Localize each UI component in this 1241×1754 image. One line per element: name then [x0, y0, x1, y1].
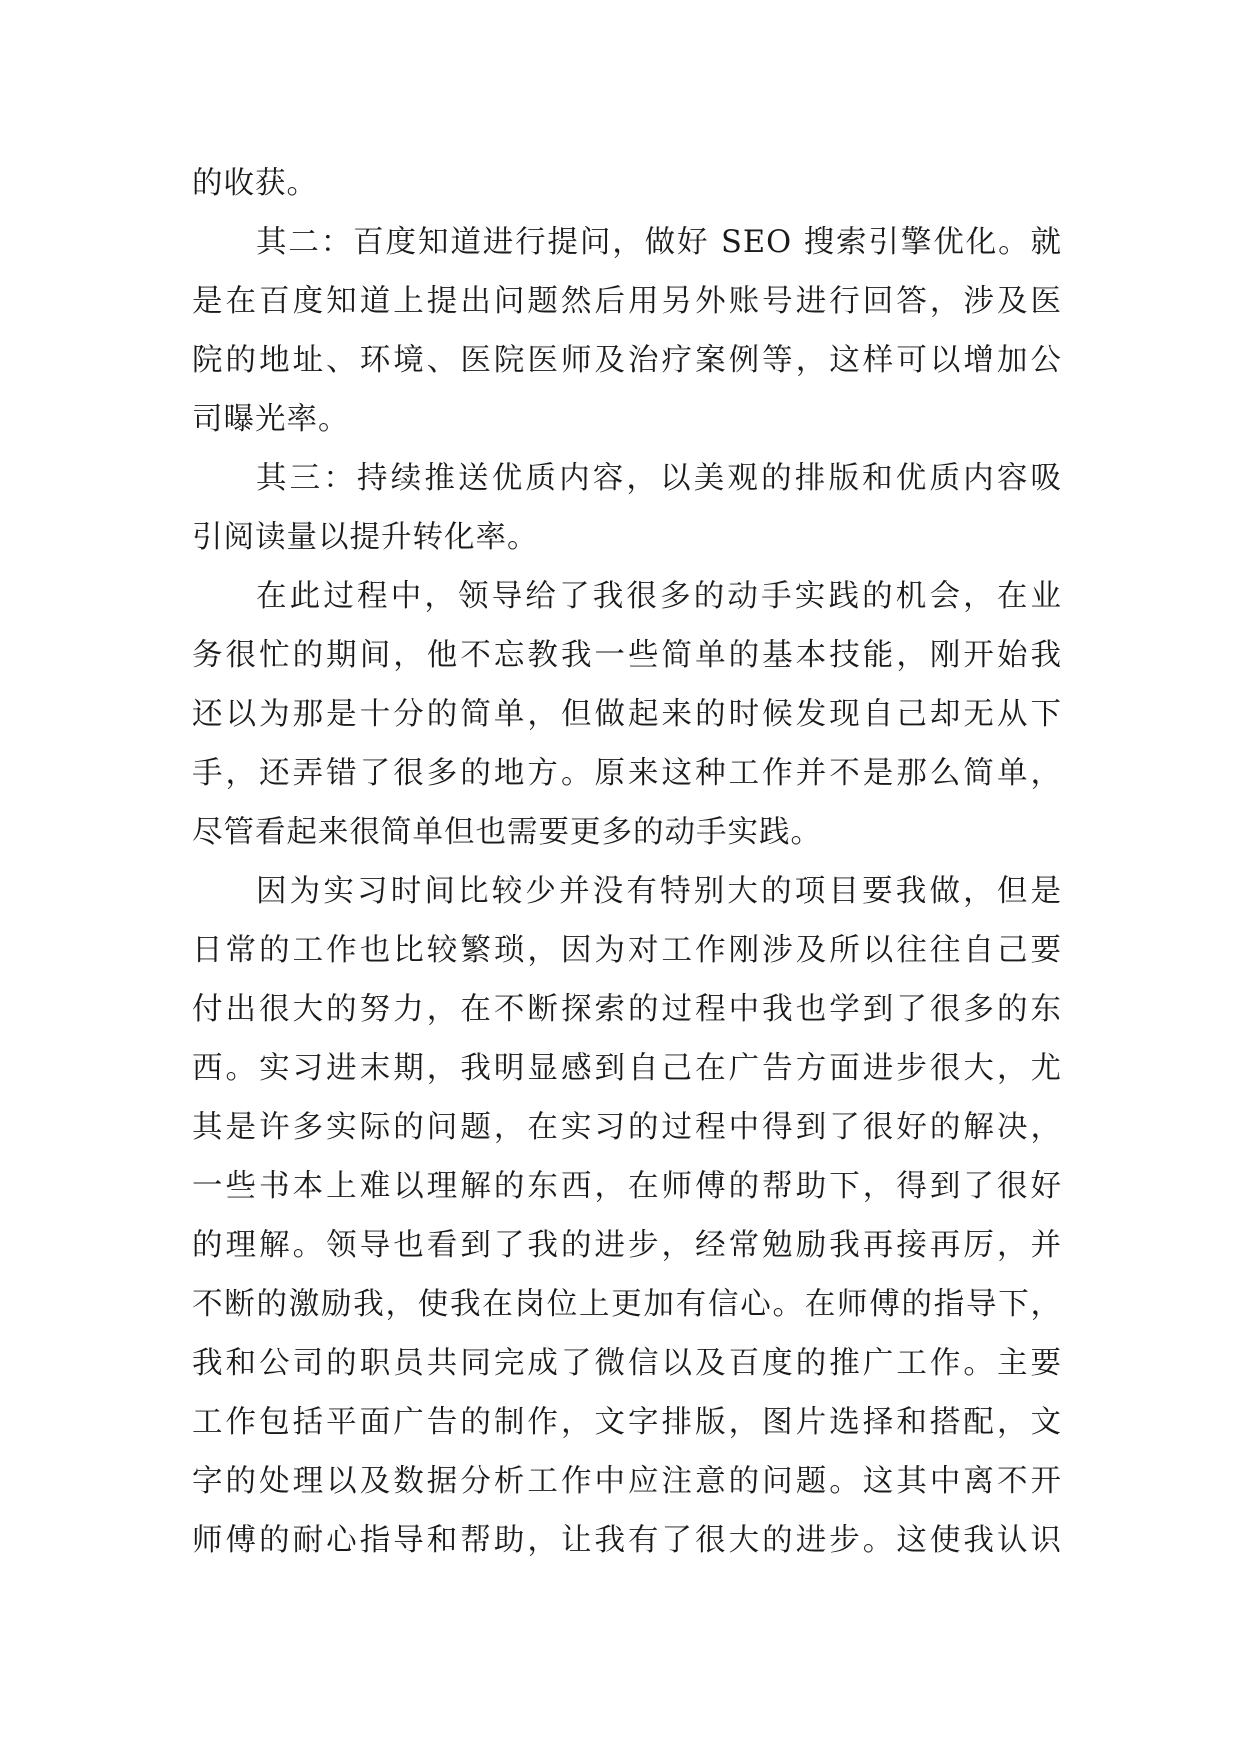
paragraph-first-line: 其二：百度知道进行提问，做好 SEO 搜索引擎优化。就 — [256, 225, 1062, 260]
text-line: 西。实习进末期，我明显感到自己在广告方面进步很大，尤 — [192, 1051, 1062, 1086]
text-line: 工作包括平面广告的制作，文字排版，图片选择和搭配，文 — [192, 1405, 1062, 1440]
text-line: 尽管看起来很简单但也需要更多的动手实践。 — [192, 815, 822, 850]
text-line: 付出很大的努力，在不断探索的过程中我也学到了很多的东 — [192, 992, 1062, 1027]
text-line: 一些书本上难以理解的东西，在师傅的帮助下，得到了很好 — [192, 1169, 1062, 1204]
text-line: 的理解。领导也看到了我的进步，经常勉励我再接再厉，并 — [192, 1228, 1062, 1263]
paragraph-first-line: 在此过程中，领导给了我很多的动手实践的机会，在业 — [256, 579, 1062, 614]
text-line: 我和公司的职员共同完成了微信以及百度的推广工作。主要 — [192, 1346, 1062, 1381]
text-line: 师傅的耐心指导和帮助，让我有了很大的进步。这使我认识 — [192, 1523, 1062, 1558]
text-line: 手，还弄错了很多的地方。原来这种工作并不是那么简单， — [192, 756, 1062, 791]
paragraph-first-line: 因为实习时间比较少并没有特别大的项目要我做，但是 — [256, 874, 1062, 909]
text-line: 日常的工作也比较繁琐，因为对工作刚涉及所以往往自己要 — [192, 933, 1062, 968]
body-text — [192, 154, 1062, 1570]
text-line: 务很忙的期间，他不忘教我一些简单的基本技能，刚开始我 — [192, 638, 1062, 673]
text-line: 引阅读量以提升转化率。 — [192, 520, 539, 555]
text-line: 还以为那是十分的简单，但做起来的时候发现自己却无从下 — [192, 697, 1062, 732]
text-line: 其是许多实际的问题，在实习的过程中得到了很好的解决， — [192, 1110, 1062, 1145]
text-line: 是在百度知道上提出问题然后用另外账号进行回答，涉及医 — [192, 284, 1062, 319]
text-line: 不断的激励我，使我在岗位上更加有信心。在师傅的指导下， — [192, 1287, 1062, 1322]
text-line: 司曝光率。 — [192, 402, 350, 437]
text-line: 字的处理以及数据分析工作中应注意的问题。这其中离不开 — [192, 1464, 1062, 1499]
text-line: 的收获。 — [192, 166, 318, 201]
text-line: 院的地址、环境、医院医师及治疗案例等，这样可以增加公 — [192, 343, 1062, 378]
paragraph-first-line: 其三：持续推送优质内容，以美观的排版和优质内容吸 — [256, 461, 1062, 496]
